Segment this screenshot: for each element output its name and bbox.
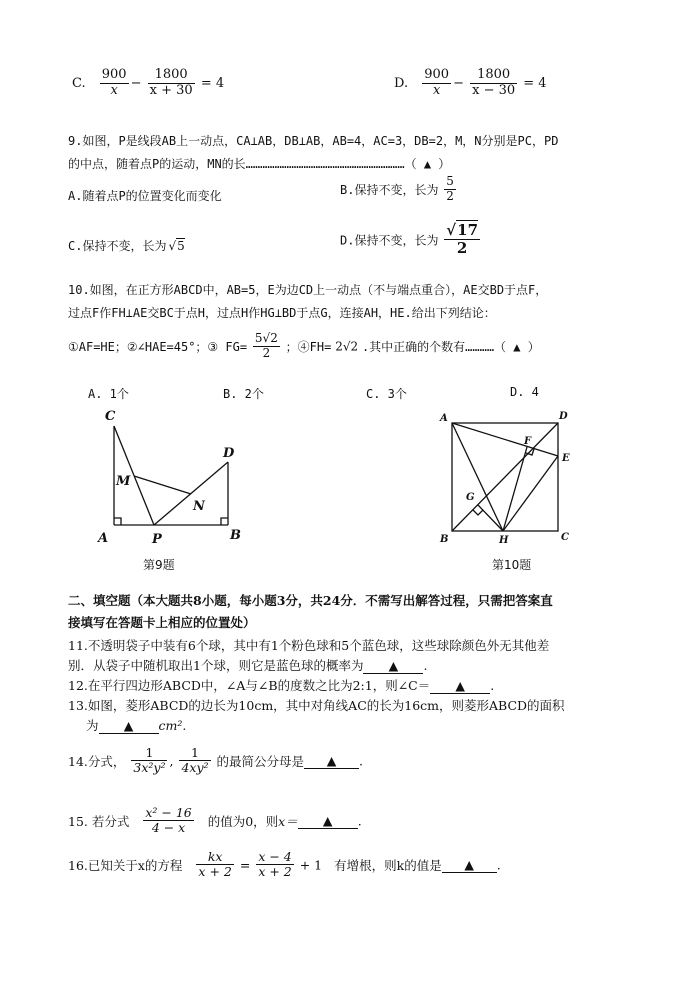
q8-option-c: C. $\frac{900}{x}$ − $\frac{1800}{x + 30}$ = 4 xyxy=(72,67,225,98)
answer-blank[interactable]: ▲ xyxy=(363,658,423,674)
q11-text-line1: 11.不透明袋子中装有6个球，其中有1个粉色球和5个蓝色球，这些球除颜色外无其他差 xyxy=(68,638,550,653)
segment-he xyxy=(503,456,558,531)
figure-9 xyxy=(88,400,258,550)
option-label: C. xyxy=(72,75,86,91)
answer-blank[interactable]: ▲ xyxy=(442,857,497,873)
label-d: D xyxy=(223,446,235,461)
right-angle-b xyxy=(221,518,228,525)
segment-hg xyxy=(478,505,503,531)
q14-text: 14.分式， $\frac{1}{\text{3x²y²}}$ , $\frac{1}{\text{4xy²}}$ 的最简公分母是 ▲ . xyxy=(68,745,363,776)
q10-text-line1: 10.如图，在正方形ABCD中，AB=5，E为边CD上一动点（不与端点重合），AE交BD于点F， xyxy=(68,283,548,297)
figure-10-caption: 第10题 xyxy=(492,558,532,572)
answer-blank[interactable]: ▲ xyxy=(430,678,490,694)
label-d: D xyxy=(559,411,568,422)
label-n: N xyxy=(193,499,205,514)
q13-text-line1: 13.如图，菱形ABCD的边长为10cm，其中对角线AC的长为16cm，则菱形ABCD的面积 xyxy=(68,698,565,713)
fraction: $\frac{900}{x}$ xyxy=(424,67,450,98)
section-2-heading-line2: 接填写在答题卡上相应的位置处） xyxy=(68,615,256,630)
right-angle-a xyxy=(114,518,121,525)
q13-text-line2: 为 ▲ cm². xyxy=(86,718,187,733)
label-e: E xyxy=(562,453,570,464)
label-b: B xyxy=(440,534,449,545)
figure-9-caption: 第9题 xyxy=(143,558,175,572)
label-f: F xyxy=(524,436,532,447)
segment-fh xyxy=(503,447,527,531)
q11-text-line2: 别．从袋子中随机取出1个球，则它是蓝色球的概率为 ▲ . xyxy=(68,658,428,673)
segment-mn xyxy=(134,476,191,494)
q10-option-b: B. 2个 xyxy=(223,387,264,401)
label-c: C xyxy=(105,409,116,424)
answer-blank[interactable]: ▲ xyxy=(304,753,359,769)
q10-option-c: C. 3个 xyxy=(366,387,407,401)
q10-text-line2: 过点F作FH⊥AE交BC于点H，过点H作HG⊥BD于点G，连接AH，HE.给出下列结论： xyxy=(68,306,496,320)
q12-text: 12.在平行四边形ABCD中，∠A与∠B的度数之比为2:1，则∠C＝ ▲ . xyxy=(68,678,495,693)
q9-option-a: A.随着点P的位置变化而变化 xyxy=(68,189,222,203)
fraction: $\frac{1800}{x + 30}$ xyxy=(149,67,193,98)
q10-option-d: D. 4 xyxy=(510,385,539,399)
label-p: P xyxy=(152,532,162,547)
figure-10 xyxy=(435,405,580,545)
label-a: A xyxy=(98,531,109,546)
q9-text-line1: 9.如图，P是线段AB上一动点，CA⊥AB，DB⊥AB，AB=4，AC=3，DB=2，M，N分别是PC，PD xyxy=(68,134,559,148)
q9-option-b: B.保持不变，长为 $\frac{5}{2}$ xyxy=(340,174,454,203)
right-angle-g xyxy=(473,510,483,515)
fraction: $\frac{900}{x}$ xyxy=(101,67,127,98)
q8-option-d: D. $\frac{900}{x}$ − $\frac{1800}{x - 30}$ = 4 xyxy=(394,67,547,98)
section-2-heading-line1: 二、填空题（本大题共8小题，每小题3分，共24分．不需写出解答过程，只需把答案直 xyxy=(68,593,553,608)
label-b: B xyxy=(230,528,241,543)
q10-conclusions: ①AF=HE；②∠HAE=45°；③ FG= $\frac{5√2}{2}$ ；④FH= 2√2 .其中正确的个数有…………（ ▲ ） xyxy=(68,331,540,360)
label-a: A xyxy=(440,413,448,424)
q15-text: 15. 若分式 $\frac{\text{x² − 16}}{4 - x}$ 的值为0，则x＝ ▲ . xyxy=(68,805,362,836)
label-m: M xyxy=(116,474,131,489)
label-c: C xyxy=(561,532,569,543)
option-label: D. xyxy=(394,75,409,91)
fraction: $\frac{1800}{x - 30}$ xyxy=(472,67,516,98)
q9-option-d: D.保持不变，长为 $\frac{√17}{2}$ xyxy=(340,221,479,258)
answer-blank[interactable]: ▲ xyxy=(99,718,159,734)
label-h: H xyxy=(499,535,509,545)
q9-option-c: C.保持不变，长为 √5 xyxy=(68,239,185,253)
answer-blank[interactable]: ▲ xyxy=(298,813,358,829)
q10-option-a: A. 1个 xyxy=(88,387,129,401)
q9-text-line2: 的中点，随着点P的运动，MN的长…………………………………………………………（ ▲ ） xyxy=(68,157,451,171)
q16-text: 16.已知关于x的方程 $\frac{kx}{x + 2}$ = $\frac{x - 4}{x + 2}$ + 1 有增根，则k的值是 ▲ . xyxy=(68,849,501,880)
label-g: G xyxy=(466,492,475,503)
